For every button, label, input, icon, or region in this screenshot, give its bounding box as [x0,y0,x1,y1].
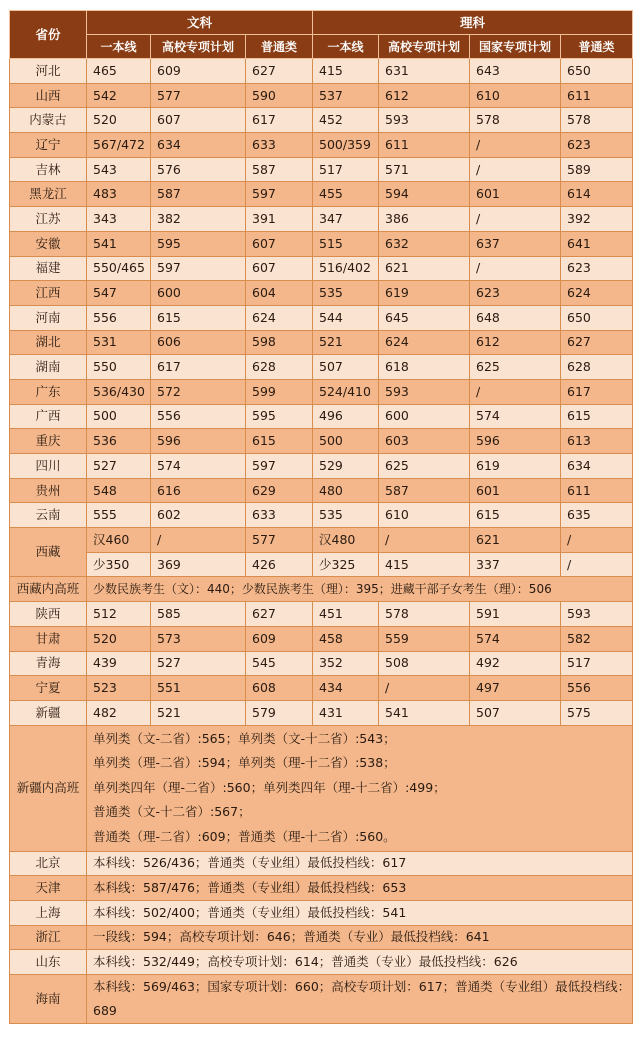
province-cell: 黑龙江 [10,182,87,207]
score-cell: 593 [379,108,470,133]
score-cell: 618 [379,355,470,380]
table-row [10,207,633,232]
score-cell: / [470,256,561,281]
table-row [10,925,633,950]
table-row [10,528,633,553]
score-cell: 602 [151,503,246,528]
score-cell: 574 [470,404,561,429]
arts-col-header: 一本线 [87,35,151,59]
table-row [10,725,633,851]
score-cell: 369 [151,552,246,577]
province-cell: 广西 [10,404,87,429]
province-cell: 内蒙古 [10,108,87,133]
province-cell: 上海 [10,900,87,925]
table-row [10,478,633,503]
score-cell: 439 [87,651,151,676]
table-row [10,256,633,281]
table-row [10,503,633,528]
table-row [10,676,633,701]
score-cell: 576 [151,157,246,182]
arts-col-header: 普通类 [246,35,313,59]
score-cell: 614 [561,182,633,207]
score-cell: 612 [470,330,561,355]
score-cell: / [470,133,561,158]
score-cell: 507 [470,700,561,725]
table-row [10,108,633,133]
table-row [10,355,633,380]
score-cell: / [561,552,633,577]
score-cell: 汉480 [313,528,379,553]
score-cell: 527 [151,651,246,676]
province-cell: 河北 [10,59,87,84]
score-cell: 611 [561,478,633,503]
score-cell: / [470,379,561,404]
score-cell: 617 [561,379,633,404]
score-cell: 451 [313,602,379,627]
province-cell: 贵州 [10,478,87,503]
score-cell: 607 [246,256,313,281]
table-row [10,552,633,577]
note-cell: 一段线：594；高校专项计划：646；普通类（专业）最低投档线：641 [87,925,633,950]
province-cell: 北京 [10,851,87,876]
score-cell: 452 [313,108,379,133]
score-cell: 497 [470,676,561,701]
score-cell: 508 [379,651,470,676]
table-row [10,281,633,306]
score-cell: 587 [151,182,246,207]
score-cell: 595 [151,231,246,256]
score-cell: / [470,157,561,182]
score-cell: 604 [246,281,313,306]
table-row [10,429,633,454]
table-row [10,231,633,256]
score-cell: 572 [151,379,246,404]
score-cell: 637 [470,231,561,256]
score-cell: 535 [313,281,379,306]
score-cell: 537 [313,83,379,108]
score-cell: 汉460 [87,528,151,553]
table-row [10,577,633,602]
province-cell: 吉林 [10,157,87,182]
admission-score-table [9,10,633,1024]
score-cell: 629 [246,478,313,503]
note-line: 单列类（理-二省）:594；单列类（理-十二省）:538； [93,755,396,771]
table-row [10,330,633,355]
score-cell: 607 [246,231,313,256]
table-row [10,305,633,330]
score-cell: 579 [246,700,313,725]
table-row [10,974,633,1023]
score-cell: 520 [87,108,151,133]
note-cell: 本科线：502/400；普通类（专业组）最低投档线：541 [87,900,633,925]
score-cell: 606 [151,330,246,355]
score-cell: 578 [379,602,470,627]
province-cell: 安徽 [10,231,87,256]
score-cell: 607 [151,108,246,133]
score-cell: 621 [470,528,561,553]
table-row [10,950,633,975]
table-row [10,182,633,207]
score-cell: 512 [87,602,151,627]
score-cell: 426 [246,552,313,577]
score-cell: 641 [561,231,633,256]
score-cell: 600 [379,404,470,429]
note-cell: 少数民族考生（文）：440；少数民族考生（理）：395；进藏干部子女考生（理）：506 [87,577,633,602]
score-cell: 619 [470,454,561,479]
score-cell: 650 [561,59,633,84]
score-cell: 623 [561,256,633,281]
score-cell: 527 [87,454,151,479]
score-cell: 631 [379,59,470,84]
score-cell: / [470,207,561,232]
score-cell: 455 [313,182,379,207]
province-cell: 江西 [10,281,87,306]
province-cell: 宁夏 [10,676,87,701]
score-cell: 617 [151,355,246,380]
province-cell: 四川 [10,454,87,479]
province-cell: 重庆 [10,429,87,454]
score-cell: 597 [246,182,313,207]
score-cell: 593 [379,379,470,404]
note-cell [87,725,633,851]
province-cell: 新疆 [10,700,87,725]
score-cell: 536/430 [87,379,151,404]
score-cell: 627 [246,602,313,627]
score-cell: / [561,528,633,553]
score-cell: 535 [313,503,379,528]
score-cell: 517 [313,157,379,182]
province-header: 省份 [10,11,87,59]
score-cell: 577 [246,528,313,553]
score-cell: 391 [246,207,313,232]
province-cell: 新疆内高班 [10,725,87,851]
score-cell: 555 [87,503,151,528]
score-table-container [9,10,632,1024]
score-cell: 597 [151,256,246,281]
score-cell: 610 [470,83,561,108]
score-cell: 624 [246,305,313,330]
score-cell: / [379,528,470,553]
score-cell: 550/465 [87,256,151,281]
score-cell: 343 [87,207,151,232]
score-cell: 625 [470,355,561,380]
score-cell: 635 [561,503,633,528]
score-cell: 615 [470,503,561,528]
score-cell: / [379,676,470,701]
score-cell: 434 [313,676,379,701]
score-cell: 458 [313,626,379,651]
arts-col-header: 高校专项计划 [151,35,246,59]
table-row [10,157,633,182]
province-cell: 甘肃 [10,626,87,651]
score-cell: 634 [561,454,633,479]
score-cell: / [151,528,246,553]
score-cell: 597 [246,454,313,479]
score-cell: 550 [87,355,151,380]
score-cell: 544 [313,305,379,330]
score-cell: 551 [151,676,246,701]
score-cell: 543 [87,157,151,182]
score-cell: 382 [151,207,246,232]
score-cell: 634 [151,133,246,158]
province-cell: 西藏内高班 [10,577,87,602]
score-cell: 547 [87,281,151,306]
score-cell: 645 [379,305,470,330]
score-cell: 573 [151,626,246,651]
note-line: 普通类（文-十二省）:567； [93,804,251,820]
province-cell: 山西 [10,83,87,108]
score-cell: 536 [87,429,151,454]
score-cell: 542 [87,83,151,108]
score-cell: 589 [561,157,633,182]
score-cell: 633 [246,503,313,528]
score-cell: 556 [151,404,246,429]
score-cell: 480 [313,478,379,503]
score-cell: 624 [379,330,470,355]
table-row [10,602,633,627]
score-cell: 590 [246,83,313,108]
score-cell: 623 [470,281,561,306]
arts-header: 文科 [87,11,313,35]
score-cell: 627 [561,330,633,355]
score-cell: 616 [151,478,246,503]
score-cell: 556 [561,676,633,701]
score-cell: 621 [379,256,470,281]
note-cell: 本科线：569/463；国家专项计划：660；高校专项计划：617；普通类（专业组）最低投档线：689 [87,974,633,1023]
province-cell: 湖北 [10,330,87,355]
note-cell: 本科线：587/476；普通类（专业组）最低投档线：653 [87,876,633,901]
science-col-header: 高校专项计划 [379,35,470,59]
score-cell: 643 [470,59,561,84]
score-cell: 548 [87,478,151,503]
province-cell: 山东 [10,950,87,975]
score-cell: 523 [87,676,151,701]
table-row [10,651,633,676]
score-cell: 613 [561,429,633,454]
note-cell: 本科线：532/449；高校专项计划：614；普通类（专业）最低投档线：626 [87,950,633,975]
score-cell: 650 [561,305,633,330]
science-col-header: 国家专项计划 [470,35,561,59]
score-cell: 594 [379,182,470,207]
score-cell: 431 [313,700,379,725]
score-cell: 628 [246,355,313,380]
province-cell: 天津 [10,876,87,901]
score-cell: 632 [379,231,470,256]
score-cell: 610 [379,503,470,528]
score-cell: 608 [246,676,313,701]
score-cell: 500 [87,404,151,429]
score-cell: 615 [151,305,246,330]
score-cell: 517 [561,651,633,676]
score-cell: 603 [379,429,470,454]
table-row [10,900,633,925]
score-cell: 625 [379,454,470,479]
province-cell: 陕西 [10,602,87,627]
score-cell: 529 [313,454,379,479]
score-cell: 524/410 [313,379,379,404]
score-cell: 500 [313,429,379,454]
note-line: 单列类四年（理-二省）:560；单列类四年（理-十二省）:499； [93,779,446,795]
score-cell: 少350 [87,552,151,577]
score-cell: 415 [313,59,379,84]
score-cell: 633 [246,133,313,158]
score-cell: 615 [246,429,313,454]
score-cell: 648 [470,305,561,330]
province-cell: 西藏 [10,528,87,577]
score-cell: 596 [470,429,561,454]
note-line: 单列类（文-二省）:565；单列类（文-十二省）:543； [93,730,396,746]
score-cell: 559 [379,626,470,651]
score-cell: 556 [87,305,151,330]
score-cell: 609 [151,59,246,84]
science-header: 理科 [313,11,633,35]
score-cell: 392 [561,207,633,232]
score-cell: 574 [470,626,561,651]
score-cell: 627 [246,59,313,84]
table-row [10,379,633,404]
table-row [10,454,633,479]
province-cell: 福建 [10,256,87,281]
score-cell: 598 [246,330,313,355]
score-cell: 541 [87,231,151,256]
score-cell: 591 [470,602,561,627]
header-row-sub [10,35,633,59]
score-cell: 386 [379,207,470,232]
score-cell: 623 [561,133,633,158]
score-cell: 601 [470,182,561,207]
score-cell: 571 [379,157,470,182]
table-row [10,626,633,651]
province-cell: 青海 [10,651,87,676]
score-cell: 628 [561,355,633,380]
score-cell: 612 [379,83,470,108]
score-cell: 496 [313,404,379,429]
score-cell: 624 [561,281,633,306]
table-row [10,133,633,158]
science-col-header: 普通类 [561,35,633,59]
score-cell: 593 [561,602,633,627]
score-cell: 465 [87,59,151,84]
score-cell: 567/472 [87,133,151,158]
table-row [10,700,633,725]
score-cell: 585 [151,602,246,627]
table-row [10,404,633,429]
score-cell: 520 [87,626,151,651]
province-cell: 海南 [10,974,87,1023]
score-cell: 599 [246,379,313,404]
score-cell: 500/359 [313,133,379,158]
score-cell: 611 [561,83,633,108]
score-cell: 601 [470,478,561,503]
province-cell: 江苏 [10,207,87,232]
science-col-header: 一本线 [313,35,379,59]
score-cell: 587 [246,157,313,182]
score-cell: 415 [379,552,470,577]
table-body [10,59,633,1024]
province-cell: 辽宁 [10,133,87,158]
score-cell: 578 [470,108,561,133]
note-line: 普通类（理-二省）:609；普通类（理-十二省）:560。 [93,828,396,844]
score-cell: 617 [246,108,313,133]
score-cell: 582 [561,626,633,651]
score-cell: 347 [313,207,379,232]
header-row-top [10,11,633,35]
score-cell: 619 [379,281,470,306]
score-cell: 578 [561,108,633,133]
table-row [10,59,633,84]
score-cell: 507 [313,355,379,380]
score-cell: 611 [379,133,470,158]
score-cell: 521 [313,330,379,355]
score-cell: 595 [246,404,313,429]
score-cell: 531 [87,330,151,355]
score-cell: 少325 [313,552,379,577]
score-cell: 521 [151,700,246,725]
score-cell: 337 [470,552,561,577]
score-cell: 600 [151,281,246,306]
score-cell: 615 [561,404,633,429]
score-cell: 574 [151,454,246,479]
score-cell: 483 [87,182,151,207]
score-cell: 515 [313,231,379,256]
score-cell: 545 [246,651,313,676]
province-cell: 河南 [10,305,87,330]
note-cell: 本科线：526/436；普通类（专业组）最低投档线：617 [87,851,633,876]
score-cell: 575 [561,700,633,725]
score-cell: 492 [470,651,561,676]
score-cell: 482 [87,700,151,725]
province-cell: 广东 [10,379,87,404]
province-cell: 浙江 [10,925,87,950]
score-cell: 541 [379,700,470,725]
table-row [10,851,633,876]
score-cell: 577 [151,83,246,108]
score-cell: 516/402 [313,256,379,281]
province-cell: 云南 [10,503,87,528]
table-row [10,83,633,108]
province-cell: 湖南 [10,355,87,380]
score-cell: 352 [313,651,379,676]
table-row [10,876,633,901]
score-cell: 596 [151,429,246,454]
score-cell: 609 [246,626,313,651]
score-cell: 587 [379,478,470,503]
